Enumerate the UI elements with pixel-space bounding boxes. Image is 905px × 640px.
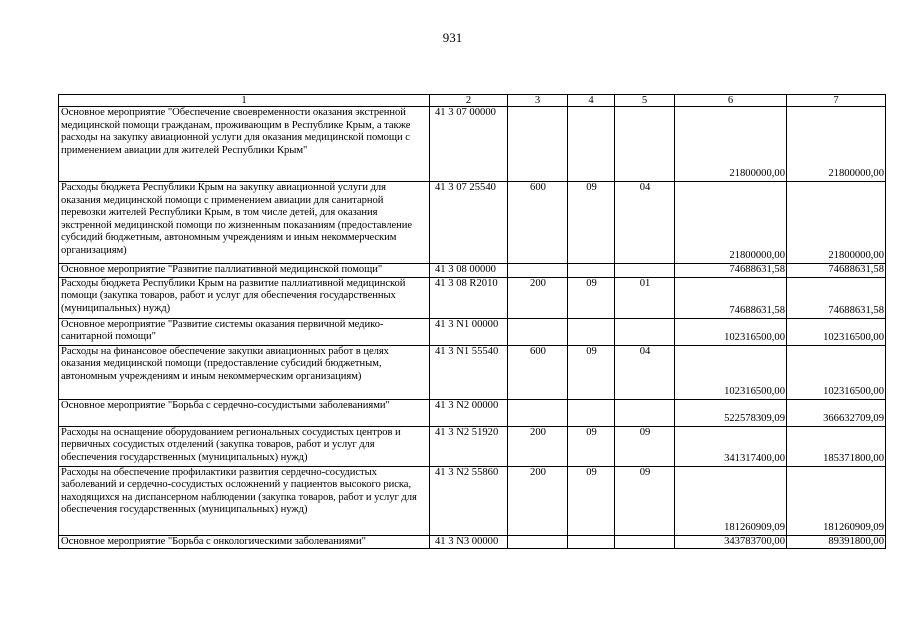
item-code: 41 3 N2 55860: [430, 466, 508, 535]
table-row: [59, 466, 886, 535]
page-number: 931: [442, 30, 463, 45]
section-code: 09: [568, 345, 615, 399]
subsection-code: [615, 318, 675, 345]
section-code: 09: [568, 426, 615, 466]
column-header: 2: [430, 95, 508, 107]
amount-col6: 341317400,00: [675, 426, 787, 466]
amount-col7: 21800000,00: [787, 182, 886, 264]
item-name: Расходы на обеспечение профилактики развития сердечно-сосудистых заболеваний и сердечно-сосудистых осложнений у пациентов высокого риска, находящихся на диспансерном наблюдении (закупка товаров, работ и услуг для обеспечения государственных (муниципальных) нужд): [59, 466, 430, 535]
table-row: [59, 264, 886, 278]
table-row: [59, 535, 886, 549]
header-row: [59, 95, 886, 107]
amount-col6: 21800000,00: [675, 107, 787, 182]
subsection-code: [615, 535, 675, 549]
item-code: 41 3 N2 51920: [430, 426, 508, 466]
amount-col6: 181260909,09: [675, 466, 787, 535]
column-header: 3: [508, 95, 568, 107]
table-row: [59, 345, 886, 399]
amount-col6: 102316500,00: [675, 318, 787, 345]
amount-col7: 74688631,58: [787, 277, 886, 318]
expense-type: 200: [508, 277, 568, 318]
expense-type: [508, 107, 568, 182]
amount-col7: 185371800,00: [787, 426, 886, 466]
subsection-code: [615, 399, 675, 426]
section-code: 09: [568, 277, 615, 318]
section-code: 09: [568, 182, 615, 264]
item-name: Расходы бюджета Республики Крым на развитие паллиативной медицинской помощи (закупка товаров, работ и услуг для обеспечения государственных (муниципальных) нужд): [59, 277, 430, 318]
item-name: Основное мероприятие "Борьба с сердечно-сосудистыми заболеваниями": [59, 399, 430, 426]
item-name: Расходы на финансовое обеспечение закупки авиационных работ в целях оказания медицинской помощи (предоставление субсидий бюджетным, автономным учреждениям и иным некоммерческим организациям): [59, 345, 430, 399]
item-name: Основное мероприятие "Развитие системы оказания первичной медико-санитарной помощи": [59, 318, 430, 345]
column-header: 1: [59, 95, 430, 107]
item-name: Основное мероприятие "Борьба с онкологическими заболеваниями": [59, 535, 430, 549]
expense-type: 600: [508, 345, 568, 399]
column-header: 6: [675, 95, 787, 107]
section-code: [568, 318, 615, 345]
amount-col6: 74688631,58: [675, 264, 787, 278]
item-code: 41 3 N2 00000: [430, 399, 508, 426]
subsection-code: 04: [615, 345, 675, 399]
item-name: Расходы на оснащение оборудованием региональных сосудистых центров и первичных сосудистых отделений (закупка товаров, работ и услуг для обеспечения государственных (муниципальных) нужд): [59, 426, 430, 466]
subsection-code: [615, 107, 675, 182]
amount-col7: 89391800,00: [787, 535, 886, 549]
budget-table: [58, 94, 886, 549]
amount-col7: 74688631,58: [787, 264, 886, 278]
table-row: [59, 399, 886, 426]
item-code: 41 3 N3 00000: [430, 535, 508, 549]
amount-col7: 102316500,00: [787, 345, 886, 399]
section-code: 09: [568, 466, 615, 535]
section-code: [568, 107, 615, 182]
amount-col6: 343783700,00: [675, 535, 787, 549]
amount-col6: 74688631,58: [675, 277, 787, 318]
table-row: [59, 107, 886, 182]
subsection-code: 01: [615, 277, 675, 318]
amount-col6: 522578309,09: [675, 399, 787, 426]
amount-col7: 102316500,00: [787, 318, 886, 345]
column-header: 5: [615, 95, 675, 107]
item-code: 41 3 08 00000: [430, 264, 508, 278]
table-row: [59, 182, 886, 264]
subsection-code: 09: [615, 466, 675, 535]
amount-col7: 366632709,09: [787, 399, 886, 426]
expense-type: [508, 399, 568, 426]
expense-type: 200: [508, 426, 568, 466]
column-header: 4: [568, 95, 615, 107]
item-code: 41 3 07 25540: [430, 182, 508, 264]
item-code: 41 3 N1 55540: [430, 345, 508, 399]
item-code: 41 3 N1 00000: [430, 318, 508, 345]
item-name: Расходы бюджета Республики Крым на закупку авиационной услуги для оказания медицинской помощи с применением авиации для санитарной перевозки жителей Республики Крым, в том числе детей, для оказания экстренной медицинской помощи по жизненным показаниям (предоставление субсидий бюджетным, автономным учреждениям и иным некоммерческим организациям): [59, 182, 430, 264]
section-code: [568, 535, 615, 549]
table-row: [59, 277, 886, 318]
expense-type: [508, 318, 568, 345]
amount-col6: 21800000,00: [675, 182, 787, 264]
expense-type: [508, 535, 568, 549]
expense-type: 600: [508, 182, 568, 264]
item-name: Основное мероприятие "Обеспечение своевременности оказания экстренной медицинской помощи гражданам, проживающим в Республике Крым, а также расходы на закупку авиационной услуги для оказания медицинской помощи с применением авиации для жителей Республики Крым": [59, 107, 430, 182]
section-code: [568, 264, 615, 278]
item-name: Основное мероприятие "Развитие паллиативной медицинской помощи": [59, 264, 430, 278]
amount-col6: 102316500,00: [675, 345, 787, 399]
item-code: 41 3 07 00000: [430, 107, 508, 182]
expense-type: [508, 264, 568, 278]
item-code: 41 3 08 R2010: [430, 277, 508, 318]
amount-col7: 21800000,00: [787, 107, 886, 182]
table-row: [59, 426, 886, 466]
table-row: [59, 318, 886, 345]
amount-col7: 181260909,09: [787, 466, 886, 535]
subsection-code: [615, 264, 675, 278]
column-header: 7: [787, 95, 886, 107]
subsection-code: 04: [615, 182, 675, 264]
expense-type: 200: [508, 466, 568, 535]
subsection-code: 09: [615, 426, 675, 466]
section-code: [568, 399, 615, 426]
